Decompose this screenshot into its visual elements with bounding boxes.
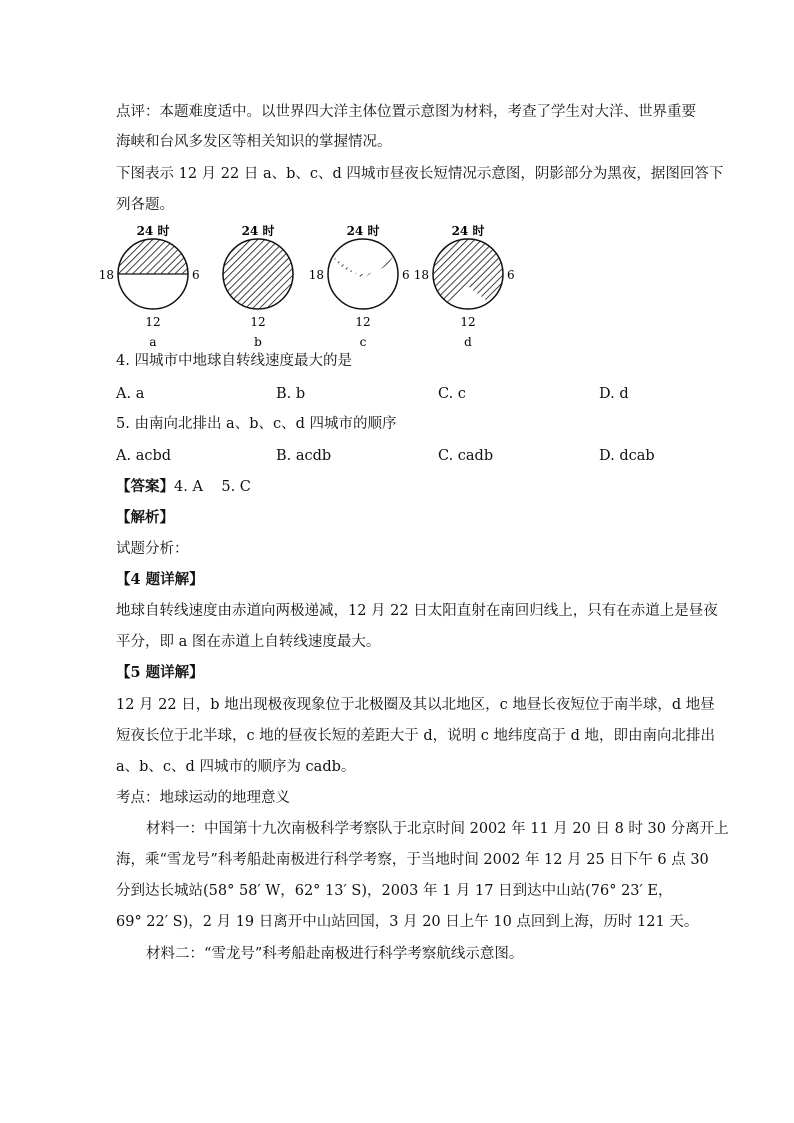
- q5-detail-line-1: 12 月 22 日，b 地出现极夜现象位于北极圈及其以北地区，c 地昼长夜短位于南半球，d 地昼: [116, 697, 715, 713]
- label-12-b: 12: [250, 315, 266, 329]
- label-18-c: 18: [308, 268, 324, 282]
- q4-option-c: C. c: [438, 386, 466, 402]
- panel-name-a: a: [149, 335, 157, 349]
- q4-detail-line-1: 地球自转线速度由赤道向两极递减，12 月 22 日太阳直射在南回归线上，只有在赤道上是昼夜: [116, 603, 718, 619]
- material1-line-3: 分到达长城站(58° 58′ W，62° 13′ S)，2003 年 1 月 17 日到达中山站(76° 23′ E，: [116, 883, 673, 899]
- diagram-b: [223, 223, 293, 349]
- diagram-d: [414, 223, 515, 349]
- panel-name-b: b: [254, 335, 262, 349]
- panel-name-d: d: [464, 335, 472, 349]
- panel-name-c: c: [359, 335, 367, 349]
- answer-line: [116, 477, 251, 497]
- q5-option-a: A. acbd: [116, 448, 172, 464]
- q5-option-b: B. acdb: [276, 448, 332, 464]
- q5-detail-line-3: a、b、c、d 四城市的顺序为 cadb。: [116, 759, 356, 775]
- label-6-a: 6: [192, 268, 200, 282]
- diagram-a: [99, 223, 200, 349]
- material1-line-4: 69° 22′ S)，2 月 19 日离开中山站回国，3 月 20 日上午 10 点回到上海，历时 121 天。: [116, 914, 699, 930]
- q4-detail-line-2: 平分，即 a 图在赤道上自转线速度最大。: [116, 634, 381, 650]
- intro-line-2: 列各题。: [116, 197, 174, 213]
- q5-detail-heading: 【5 题详解】: [116, 664, 204, 681]
- label-24-c: 24 时: [346, 224, 380, 238]
- label-12-d: 12: [460, 315, 476, 329]
- night-area-b: [223, 239, 293, 309]
- comment-line-2: 海峡和台风多发区等相关知识的掌握情况。: [116, 134, 392, 150]
- analysis-intro: 试题分析：: [116, 541, 189, 557]
- label-18-d: 18: [413, 268, 429, 282]
- night-area-a: [118, 239, 188, 274]
- q4-option-a: A. a: [116, 386, 145, 402]
- label-24-b: 24 时: [241, 224, 275, 238]
- label-6-d: 6: [507, 268, 515, 282]
- intro-line-1: 下图表示 12 月 22 日 a、b、c、d 四城市昼夜长短情况示意图，阴影部分为黑夜，据图回答下: [116, 166, 724, 182]
- q4-stem: 4. 四城市中地球自转线速度最大的是: [116, 353, 352, 369]
- q4-option-b: B. b: [276, 386, 306, 402]
- day-night-figure: [98, 222, 538, 349]
- q5-detail-line-2: 短夜长位于北半球，c 地的昼夜长短的差距大于 d，说明 c 地纬度高于 d 地，即由南向北排出: [116, 728, 715, 744]
- analysis-label: 【解析】: [116, 509, 174, 526]
- q5-option-d: D. dcab: [599, 448, 655, 464]
- diagram-c: [309, 223, 410, 349]
- night-area-c: [333, 257, 394, 280]
- q4-detail-heading: 【4 题详解】: [116, 571, 204, 588]
- answer-text: 4. A 5. C: [174, 479, 251, 495]
- material1-line-1: 材料一：中国第十九次南极科学考察队于北京时间 2002 年 11 月 20 日 8 时 30 分离开上: [146, 821, 729, 837]
- material1-line-2: 海，乘“雪龙号”科考船赴南极进行科学考察，于当地时间 2002 年 12 月 25 日下午 6 点 30: [116, 852, 709, 868]
- answer-label: 【答案】: [116, 478, 174, 495]
- q5-option-c: C. cadb: [438, 448, 494, 464]
- q5-stem: 5. 由南向北排出 a、b、c、d 四城市的顺序: [116, 416, 397, 432]
- label-12-c: 12: [355, 315, 371, 329]
- q4-option-d: D. d: [599, 386, 629, 402]
- label-24-d: 24 时: [451, 224, 485, 238]
- material2-line: 材料二：“雪龙号”科考船赴南极进行科学考察航线示意图。: [146, 946, 524, 962]
- label-18-a: 18: [98, 268, 114, 282]
- comment-line-1: 点评：本题难度适中。以世界四大洋主体位置示意图为材料，考查了学生对大洋、世界重要: [116, 104, 696, 120]
- label-24-a: 24 时: [136, 224, 170, 238]
- label-6-c: 6: [402, 268, 410, 282]
- label-12-a: 12: [145, 315, 161, 329]
- kaodian: 考点：地球运动的地理意义: [116, 790, 290, 806]
